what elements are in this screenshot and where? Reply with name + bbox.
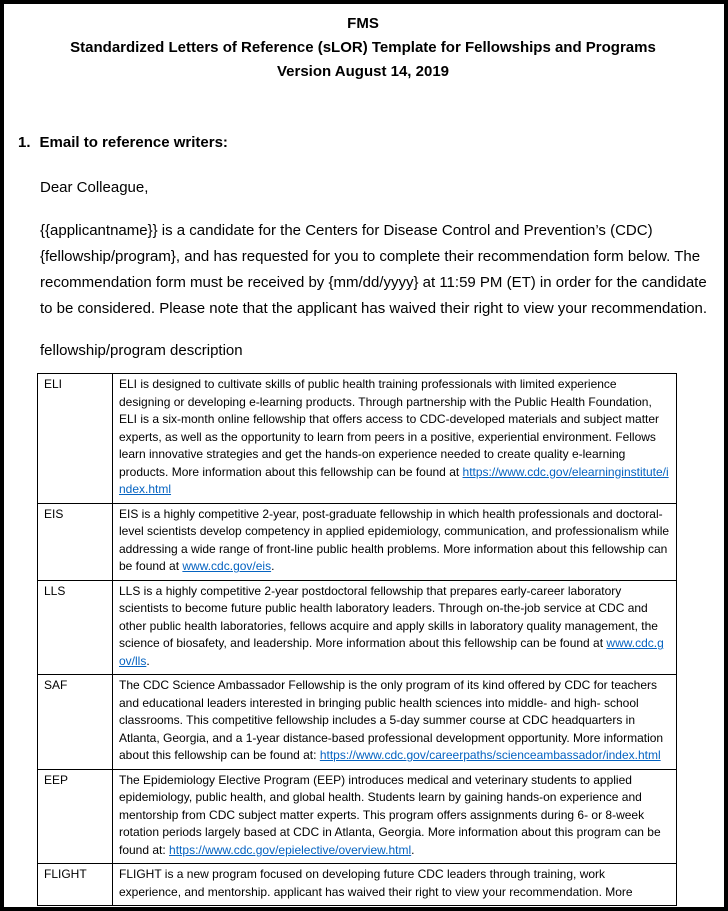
program-code-cell: ELI <box>38 374 113 504</box>
email-body-paragraph: {{applicantname}} is a candidate for the Centers for Disease Control and Prevention’s (CDC) {fellowship/program}, and has requested for you to complete their recommendation form below. The recommendation form must be received by {mm/dd/yyyy} at 11:59 PM (ET) in order for the candidate to be considered. Please note that the applicant has waived their right to view your recommendation. <box>40 222 708 317</box>
program-link[interactable]: https://www.cdc.gov/careerpaths/scienceambassador/index.html <box>319 748 661 762</box>
program-link[interactable]: https://www.cdc.gov/elearninginstitute/index.html <box>119 464 669 496</box>
table-row-eep <box>38 769 677 864</box>
program-link[interactable]: https://www.cdc.gov/epielective/overview.html <box>169 842 412 857</box>
document-title-block <box>18 12 708 84</box>
program-code-cell: LLS <box>38 580 113 675</box>
program-code-cell: EEP <box>38 769 113 864</box>
program-description-cell <box>113 580 677 675</box>
program-description-cell <box>113 503 677 580</box>
section-1-number: 1. <box>18 134 31 151</box>
table-row-eli <box>38 374 677 504</box>
program-description-cell <box>113 675 677 770</box>
program-description-cell <box>113 374 677 504</box>
program-description-text: The CDC Science Ambassador Fellowship is the only program of its kind offered by CDC for teachers and educational leaders interested in bringing public health sciences into middle- and high- school classrooms. This competitive fellowship includes a 5-day summer course at CDC headquarters in Atlanta, Georgia, and a 1-year distance-based professional development opportunity. More information about this fellowship can be found at: <box>119 678 664 762</box>
section-1-heading <box>18 134 708 151</box>
title-line-subtitle: Standardized Letters of Reference (sLOR) Template for Fellowships and Programs <box>70 39 656 56</box>
program-description-suffix: . <box>146 653 150 668</box>
table-row-eis <box>38 503 677 580</box>
title-line-fms: FMS <box>347 15 379 32</box>
program-link[interactable]: www.cdc.gov/lls <box>119 636 664 668</box>
table-row-lls <box>38 580 677 675</box>
program-description-cell <box>113 864 677 906</box>
program-description-text: EIS is a highly competitive 2-year, post-graduate fellowship in which health professionals and doctoral-level scientists develop competency in applied epidemiology, communication, and professionalism while addressing a wide range of front-line public health problems. More information about this fellowship can be found at <box>119 506 670 573</box>
program-code-cell: EIS <box>38 503 113 580</box>
program-link[interactable]: www.cdc.gov/eis <box>182 559 272 573</box>
program-description-text: FLIGHT is a new program focused on developing future CDC leaders through training, work experience, and mentorship. applicant has waived their right to view your recommendation. More <box>119 867 633 899</box>
table-row-saf <box>38 675 677 770</box>
program-description-text: ELI is designed to cultivate skills of public health training professionals with limited experience designing or developing e-learning products. Through partnership with the Public Health Foundation, ELI is a six-month online fellowship that offers access to CDC-developed materials and subject matter experts, as well as the opportunity to learn from peers in a positive, experiential environment. Fellows learn innovative strategies and get the hands-on experience needed to create quality e-learning products. More information about this fellowship can be found at <box>119 377 660 479</box>
program-description-cell <box>113 769 677 864</box>
program-code-cell: FLIGHT <box>38 864 113 906</box>
program-description-suffix: . <box>271 559 275 573</box>
title-line-version: Version August 14, 2019 <box>276 63 450 80</box>
program-code-cell: SAF <box>38 675 113 770</box>
programs-table <box>37 373 677 906</box>
table-row-flight <box>38 864 677 906</box>
program-description-text: LLS is a highly competitive 2-year postdoctoral fellowship that prepares early-career laboratory scientists to become future public health laboratory leaders. Through on-the-job service at CDC and other public health laboratories, fellows acquire and apply skills in laboratory quality management, the science of biosafety, and leadership. More information about this fellowship can be found at <box>119 583 658 650</box>
program-description-suffix: . <box>411 842 415 857</box>
salutation: Dear Colleague, <box>40 179 149 196</box>
section-1-title: Email to reference writers: <box>39 134 228 151</box>
table-caption: fellowship/program description <box>40 342 243 359</box>
program-description-text: The Epidemiology Elective Program (EEP) introduces medical and veterinary students to applied epidemiology, public health, and global health. Students learn by gaining hands-on experience and mentorship from CDC subject matter experts. This program offers assignments during 6- or 8-week rotation periods largely based at CDC in Atlanta, Georgia. More information about this program can be found at: <box>119 772 661 857</box>
